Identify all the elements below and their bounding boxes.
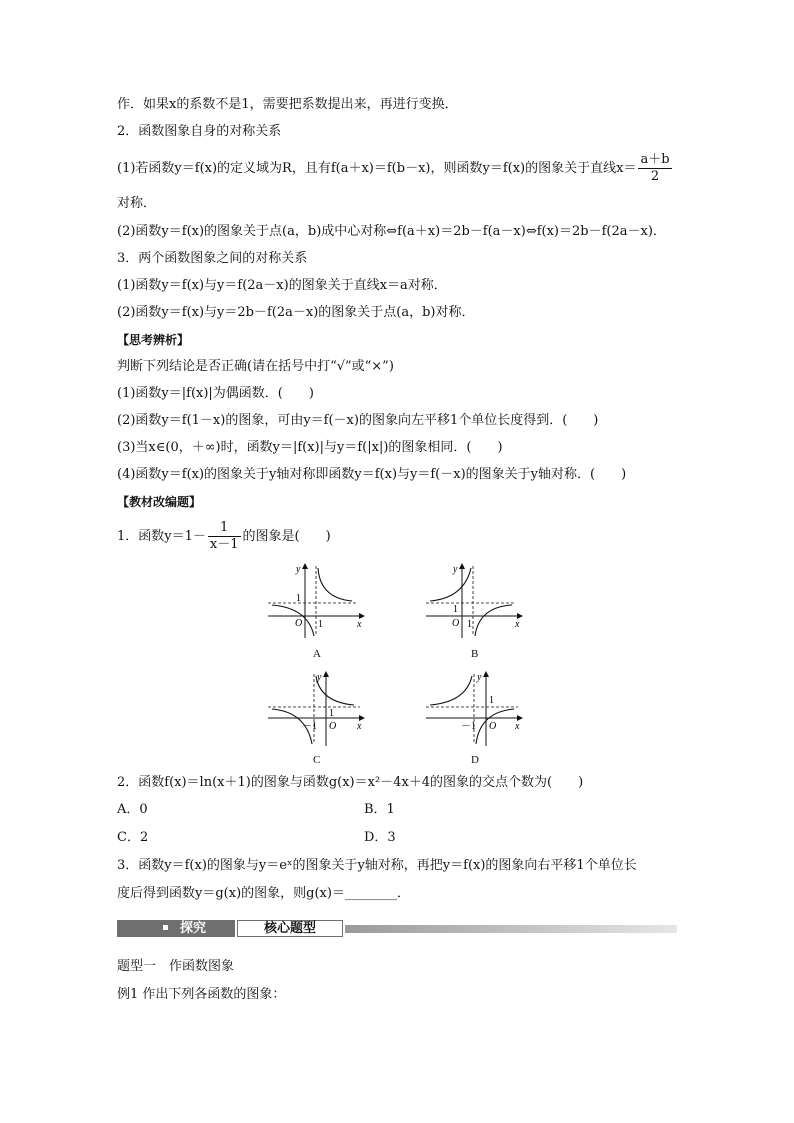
x-tick-label: －1 xyxy=(302,721,317,732)
text-segment: 1．函数y＝1－ xyxy=(117,529,206,544)
banner-title: 核心题型 xyxy=(237,920,343,937)
curve-right-branch xyxy=(475,605,512,636)
banner-tag xyxy=(117,920,235,937)
x-tick-label: 1 xyxy=(467,619,472,630)
choice-c: C．2 xyxy=(117,830,149,845)
section-label: 【思考辨析】 xyxy=(117,333,190,347)
graph-d xyxy=(426,668,526,766)
text-segment: 的图象是( ) xyxy=(242,529,331,544)
x-axis-label: x xyxy=(515,721,520,732)
graph-b-plot xyxy=(426,560,526,638)
square-bullet-icon xyxy=(163,925,168,930)
banner-gradient-bar xyxy=(345,925,677,933)
question-item: 3．函数y＝f(x)的图象与y＝eˣ的图象关于y轴对称，再把y＝f(x)的图象向右平移1个单位长 xyxy=(117,858,637,873)
example-heading: 例1 作出下列各函数的图象： xyxy=(117,987,286,1002)
text-segment: (1)若函数y＝f(x)的定义域为R，且有f(a＋x)＝f(b－x)，则函数y＝f(x)的图象关于直线x＝ xyxy=(117,161,637,176)
section-heading: 3．两个函数图象之间的对称关系 xyxy=(117,251,308,266)
text-line: 对称． xyxy=(117,196,157,211)
fraction xyxy=(638,152,671,185)
text-line: (2)函数y＝f(x)的图象关于点(a，b)成中心对称⇔f(a＋x)＝2b－f(a－x)⇔f(x)＝2b－f(2a－x)． xyxy=(117,224,666,239)
x-tick-label: 1 xyxy=(318,619,323,630)
y-axis-label: y xyxy=(477,672,482,683)
curve-left-branch xyxy=(430,676,472,705)
fraction-denominator: x－1 xyxy=(209,537,239,552)
text-line: (2)函数y＝f(x)与y＝2b－f(2a－x)的图象关于点(a，b)对称． xyxy=(117,305,475,320)
text-line: (1)函数y＝f(x)与y＝f(2a－x)的图象关于直线x＝a对称． xyxy=(117,278,447,293)
x-axis-label: x xyxy=(357,721,362,732)
graph-c-plot xyxy=(268,668,368,746)
curve-right-branch xyxy=(318,568,352,601)
banner-tag-text: 探究 xyxy=(180,921,207,936)
question-item: (4)函数y＝f(x)的图象关于y轴对称即函数y＝f(x)与y＝f(－x)的图象关于y轴对称．( ) xyxy=(117,467,627,482)
question-item: 度后得到函数y＝g(x)的图象，则g(x)＝________． xyxy=(117,886,410,901)
curve-right-branch xyxy=(316,676,354,705)
y-axis-label: y xyxy=(317,672,322,683)
graph-a xyxy=(268,560,368,660)
y-axis-label: y xyxy=(296,564,301,575)
question-item: (3)当x∈(0，＋∞)时，函数y＝|f(x)|与y＝f(|x|)的图象相同．( ) xyxy=(117,440,503,455)
y-tick-label: 1 xyxy=(453,604,458,615)
text-line: 判断下列结论是否正确(请在括号中打“√”或“×”) xyxy=(117,359,394,374)
fraction xyxy=(208,520,241,553)
y-axis-label: y xyxy=(453,564,458,575)
origin-label: O xyxy=(295,618,303,629)
text-line-with-fraction xyxy=(117,152,674,185)
choice-b: B．1 xyxy=(364,802,395,817)
origin-label: O xyxy=(452,618,460,629)
question-item: (2)函数y＝f(1－x)的图象，可由y＝f(－x)的图象向左平移1个单位长度得到．( ) xyxy=(117,413,599,428)
fraction-numerator: a＋b xyxy=(640,152,670,167)
y-tick-label: 1 xyxy=(296,593,301,604)
x-axis-label: x xyxy=(515,619,520,630)
graph-b xyxy=(426,560,526,660)
topic-heading: 题型一 作函数图象 xyxy=(117,959,235,974)
y-tick-label: 1 xyxy=(489,695,494,706)
graph-label: B xyxy=(471,648,479,660)
question-with-fraction xyxy=(117,520,331,553)
text-line: 作．如果x的系数不是1，需要把系数提出来，再进行变换． xyxy=(117,97,458,112)
curve-left-branch xyxy=(430,568,471,601)
choice-d: D．3 xyxy=(364,830,396,845)
graph-label: D xyxy=(471,754,479,766)
curve-left-branch xyxy=(272,605,314,636)
section-heading: 2．函数图象自身的对称关系 xyxy=(117,124,282,139)
question-item: (1)函数y＝|f(x)|为偶函数．( ) xyxy=(117,386,314,401)
fraction-denominator: 2 xyxy=(650,169,660,184)
section-banner xyxy=(117,918,677,940)
graph-c xyxy=(268,668,368,766)
section-label: 【教材改编题】 xyxy=(117,495,202,509)
graph-a-plot xyxy=(268,560,368,638)
origin-label: O xyxy=(329,721,337,732)
x-tick-label: －1 xyxy=(461,721,476,732)
choice-a: A．0 xyxy=(117,802,148,817)
graph-label: A xyxy=(313,648,321,660)
graph-d-plot xyxy=(426,668,526,746)
x-axis-label: x xyxy=(357,619,362,630)
y-tick-label: 1 xyxy=(329,708,334,719)
question-item: 2．函数f(x)＝ln(x＋1)的图象与函数g(x)＝x²－4x＋4的图象的交点个数为( ) xyxy=(117,775,584,790)
origin-label: O xyxy=(489,721,497,732)
graph-label: C xyxy=(313,754,321,766)
fraction-numerator: 1 xyxy=(208,520,241,537)
